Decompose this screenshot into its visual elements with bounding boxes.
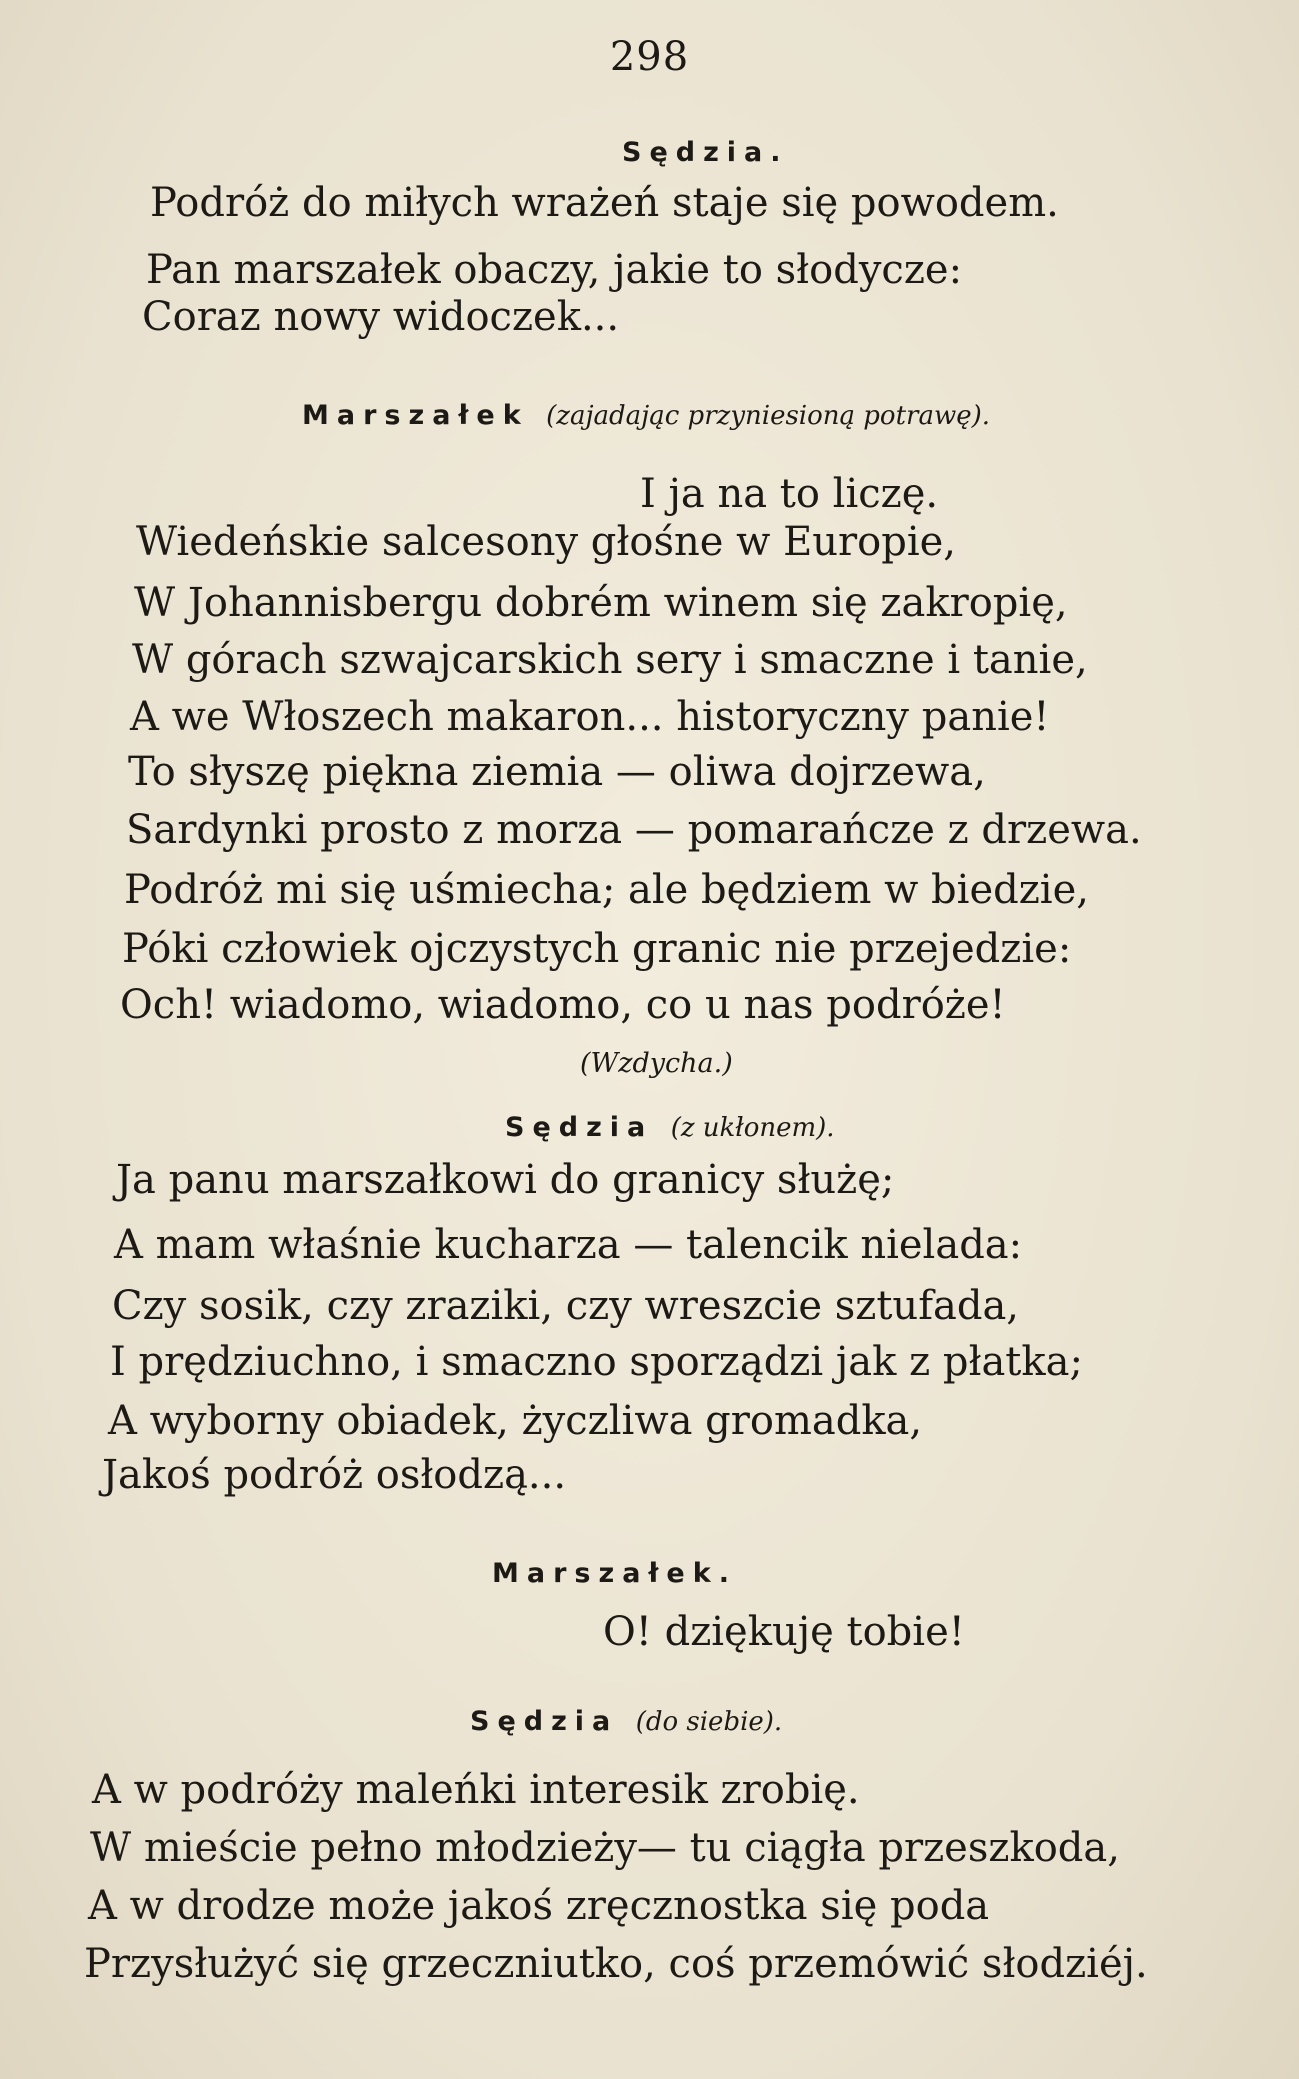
verse-line: A mam właśnie kucharza — talencik nielada:	[114, 1222, 1023, 1268]
verse-line: A we Włoszech makaron... historyczny panie!	[130, 694, 1050, 740]
verse-line: A w drodze może jakoś zręcznostka się poda	[88, 1883, 990, 1929]
verse-line: Jakoś podróż osłodzą...	[102, 1452, 567, 1498]
verse-line: Podróż do miłych wrażeń staje się powodem.	[150, 180, 1059, 226]
stage-direction: (do siebie).	[635, 1707, 783, 1737]
verse-line: To słyszę piękna ziemia — oliwa dojrzewa,	[128, 749, 986, 795]
verse-line: Pan marszałek obaczy, jakie to słodycze:	[146, 247, 963, 293]
verse-line: I prędziuchno, i smaczno sporządzi jak z płatka;	[110, 1339, 1083, 1385]
speaker-name: Sędzia.	[622, 137, 789, 168]
speaker-heading	[302, 400, 990, 431]
verse-line: Sardynki prosto z morza — pomarańcze z drzewa.	[126, 807, 1142, 853]
verse-line: Póki człowiek ojczystych granic nie przejedzie:	[122, 926, 1072, 972]
stage-direction: (Wzdycha.)	[580, 1048, 733, 1079]
speaker-heading	[622, 137, 789, 168]
verse-line: W mieście pełno młodzieży— tu ciągła przeszkoda,	[90, 1825, 1120, 1871]
verse-line: Podróż mi się uśmiecha; ale będziem w biedzie,	[124, 867, 1089, 913]
stage-direction: (zajadając przyniesioną potrawę).	[546, 401, 991, 431]
verse-line: O! dziękuję tobie!	[603, 1609, 965, 1655]
verse-line: A wyborny obiadek, życzliwa gromadka,	[108, 1398, 923, 1444]
verse-line: Coraz nowy widoczek...	[142, 294, 620, 340]
verse-line: W Johannisbergu dobrém winem się zakropię,	[134, 580, 1068, 626]
verse-line: Ja panu marszałkowi do granicy służę;	[116, 1157, 895, 1203]
verse-line: I ja na to liczę.	[640, 471, 939, 517]
speaker-heading	[470, 1706, 782, 1737]
verse-line: Wiedeńskie salcesony głośne w Europie,	[136, 519, 957, 565]
speaker-name: Sędzia	[470, 1706, 619, 1737]
speaker-heading	[505, 1112, 835, 1143]
speaker-heading	[492, 1558, 737, 1589]
speaker-name: Marszałek	[302, 400, 529, 431]
speaker-name: Sędzia	[505, 1112, 654, 1143]
verse-line: W górach szwajcarskich sery i smaczne i tanie,	[132, 637, 1088, 683]
page-number: 298	[609, 34, 690, 80]
speaker-name: Marszałek.	[492, 1558, 737, 1589]
stage-direction: (z ukłonem).	[670, 1113, 835, 1143]
verse-line: A w podróży maleńki interesik zrobię.	[92, 1767, 860, 1813]
verse-line: Czy sosik, czy zraziki, czy wreszcie sztufada,	[112, 1283, 1020, 1329]
verse-line: Och! wiadomo, wiadomo, co u nas podróże!	[120, 982, 1006, 1028]
verse-line: Przysłużyć się grzeczniutko, coś przemówić słodziéj.	[84, 1941, 1148, 1987]
